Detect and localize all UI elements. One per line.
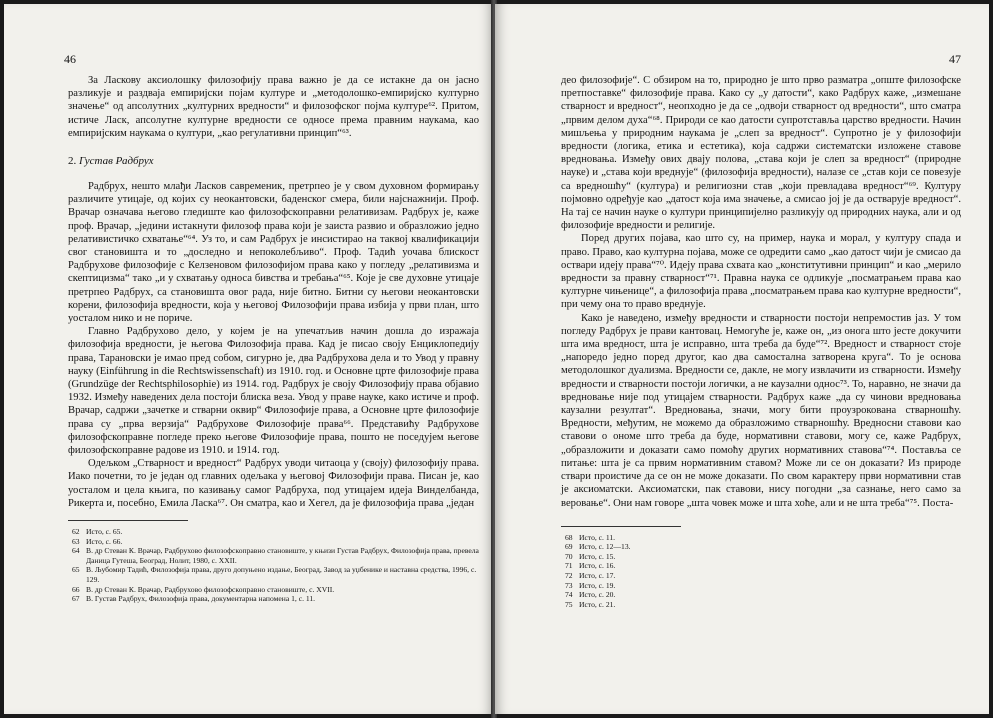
paragraph: Поред других појава, као што су, на пример, наука и морал, у културу спада и право. Право, као културна појава, може се одредити само „као датост чији је смисао да оствари идеју права“⁷⁰. Идеју права схвата као „конститутивни принцип“ и као „мерило вредности за правну стварност“⁷¹. Правна наука се одликује „посматрањем права као културне чињенице“, а филозофија права „посматрањем права као културне вредности“, при чему она то право вреднује. bbox=[561, 233, 961, 311]
footnote-number: 70 bbox=[565, 551, 573, 561]
section-heading bbox=[68, 154, 479, 168]
footnote-text: Исто, с. 66. bbox=[86, 536, 123, 546]
footnote-rule bbox=[561, 526, 681, 527]
footnote-text: Исто, с. 19. bbox=[579, 580, 616, 590]
paragraph: За Ласкову аксиолошку филозофију права важно је да се истакне да он јасно разликује и раздваја емпиријски појам културе и „методолошко-емпиријско културно значење“ од апсолутних „културних вредности“ и филозофског појма културе⁶². Притом, истиче Ласк, апсолутне културне вредности се односе према правним наукама, као емпиријским наукама о култури, „као регулативни принцип“⁶³. bbox=[68, 75, 479, 139]
footnote bbox=[68, 594, 479, 604]
footnote-number: 65 bbox=[72, 565, 80, 575]
footnote bbox=[561, 571, 961, 581]
footnote-number: 64 bbox=[72, 546, 80, 556]
footnote bbox=[561, 552, 961, 562]
page-number: 47 bbox=[949, 52, 961, 66]
body-text bbox=[68, 74, 479, 510]
body-text bbox=[561, 74, 961, 510]
footnote-number: 75 bbox=[565, 599, 573, 609]
left-page bbox=[4, 4, 493, 714]
footnote bbox=[561, 600, 961, 610]
footnote-text: Исто, с. 15. bbox=[579, 551, 616, 561]
footnote bbox=[68, 565, 479, 584]
footnote bbox=[68, 585, 479, 595]
footnote-text: Исто, с. 16. bbox=[579, 561, 616, 571]
footnote-number: 66 bbox=[72, 584, 80, 594]
page-number: 46 bbox=[64, 52, 76, 66]
footnote-number: 67 bbox=[72, 594, 80, 604]
footnote bbox=[68, 546, 479, 565]
footnote-text: Исто, с. 12—13. bbox=[579, 542, 631, 552]
footnote-text: Исто, с. 11. bbox=[579, 532, 616, 542]
footnote-number: 71 bbox=[565, 561, 573, 571]
footnote-number: 74 bbox=[565, 590, 573, 600]
paragraph: Радбрух, нешто млађи Ласков савременик, претрпео је у свом духовном формирању различите утицаје, од којих су неокантовски, баденског смера, били најснажнији. Проф. Врачар означава његово гледиште као филозофскоправни релативизам. Радбрух је, каже проф. Врачар, „једини истакнути филозоф права који је заиста развио и образложио једно релативистичко схватање“⁶⁴. Уз то, и сам Радбрух је инсистирао на таквој квалификацији свог становишта и то „доследно и непоколебљиво“. Проф. Тадић уочава блискост Радбрухове филозофије с Келзеновом филозофијом права како у погледу „релативизма и скептицизма“ тако „и у схватању односа бивства и требања“⁶⁵. Које је све духовне утицаје претрпео Радбрух, са становишта овог рада, није битно. Битни су његови неокантовски корени, филозофија вредности, која у његовој Филозофији права избија у први план, што уосталом нико и не пориче. bbox=[68, 181, 479, 325]
footnote-number: 73 bbox=[565, 580, 573, 590]
footnote bbox=[561, 590, 961, 600]
footnote-text: Исто, с. 17. bbox=[579, 571, 616, 581]
footnote-number: 68 bbox=[565, 532, 573, 542]
footnote bbox=[561, 542, 961, 552]
footnote-text: Исто, с. 20. bbox=[579, 590, 616, 600]
footnote-text: В. Густав Радбрух, Филозофија права, документарна напомена 1, с. 11. bbox=[86, 594, 316, 604]
footnotes bbox=[68, 520, 479, 604]
footnote bbox=[68, 527, 479, 537]
footnote bbox=[561, 533, 961, 543]
section-title: Густав Радбрух bbox=[79, 155, 154, 168]
paragraph: Одељком „Стварност и вредност“ Радбрух уводи читаоца у (своју) филозофију права. Иако почетни, то је један од главних одељака у његовој Филозофији права. Писан је, као уосталом и цела књига, по казивању самог Радбруха, под утицајем идеја Винделбанда, Рикерта и, посебно, Емила Ласка⁶⁷. Он сматра, као и Хегел, да је филозофија права „један bbox=[68, 458, 479, 509]
footnote bbox=[561, 561, 961, 571]
footnote-text: Исто, с. 65. bbox=[86, 527, 123, 537]
paragraph: Како је наведено, између вредности и стварности постоји непремостив јаз. У том погледу Радбрух је прави кантовац. Немогуће је, каже он, „из онога што јесте докучити шта има вредност, шта је исправно, шта треба да буде“⁷². Вредност и стварност стоје „напоредо једно поред другог, као два самостална затворена круга“. То је основа методолошког дуализма. Вредности се, дакле, не могу извлачити из стварности. Између вредности и стварности постоји логички, а не каузални однос⁷³. То, наравно, не значи да вредновање није под утицајем стварности. Радбрух каже „да су чинови вредновања каузални резултат“. Вредновања, значи, могу бити проузрокована стварношћу. Вредности, међутим, не можемо да образложимо стварношћу. Вредносни ставови као ставови о ономе што треба да буде, нормативни ставови, могу се, каже Радбрух, „образложити и доказати само помоћу других нормативних ставова“⁷⁴. Постављa се питање: шта је са првим нормативним ставом? Може ли се он доказати? Из природе ствари проистиче да се он не може доказати. По свом карактеру први нормативни став је аксиоматски. Аксиоматски, пак ставови, нису погодни „за сазнање, него само за веровање“. Они нам говоре „шта човек може и шта хоће, али и не шта треба“⁷⁵. Поста- bbox=[561, 312, 961, 509]
footnote-number: 62 bbox=[72, 527, 80, 537]
section-number: 2. bbox=[68, 155, 77, 168]
paragraph: Главно Радбрухово дело, у којем је на упечатљив начин дошла до изражаја филозофија вредности, је његова Филозофија права. Кад је писао своју Енциклопедију права, Тарановски је имао пред собом, сигурно је, два Радбрухова дела и то Увод у правну науку (Einführung in die Rechtswissenschaft) из 1910. год. и Основне црте филозофије права (Grundzüge der Rechtsphilosophie) из 1914. год. Радбрух је своју Филозофију права објавио 1932. Између наведених дела постоји блиска веза. Увод у праве науке, како истиче и проф. Врачар, садржи „зачетке и стварни оквир“ Филозофије права, а Основне црте филозофије права су „прва верзија“ Радбрухове Филозофије права⁶⁶. Представићу Радбрухове филозофскоправне погледе преко његове Филозофије права, пошто не поседујем његове филозофскоправне радове из 1910. и 1914. год. bbox=[68, 326, 479, 457]
footnote-number: 72 bbox=[565, 571, 573, 581]
footnote bbox=[68, 537, 479, 547]
right-page bbox=[495, 4, 989, 714]
footnote-text: Исто, с. 21. bbox=[579, 599, 616, 609]
paragraph: део филозофије“. С обзиром на то, природно је што прво разматра „опште филозофске претпоставке“ филозофије права. Како су „у датости“, како Радбрух каже, „измешане стварност и вредност“, неопходно је да се „одвоји стварност од вредности“, што сматра „првим делом духа“⁶⁸. Природи се као датости супротставља царство вредности. Начин мишљења у природним наукама је „слеп за вредност“. Супротно је у филозофији вредности (логика, етика и естетика), која садржи систематски изложене ставове вредновања. Између ових двају полова, „става који је слеп за вредност“ (природне науке) и „става који вреднује“ (филозофија вредности), налазе се „став који се повезује са вредношћу“ (култура) и религиозни став „који превладава вредност“⁶⁹. Културу појмовно одређује као „датост која има значење, а смисао јој је да остварује вредност“. На тај се начин науке о култури принципијелно разликују од природних наука, али и од филозофије вредности и религије. bbox=[561, 75, 961, 232]
footnote bbox=[561, 581, 961, 591]
footnote-text: В. др Стеван К. Врачар, Радбрухово филозофскоправно становиште, у књизи Густав Радбрух, Филозофија права, превела Даница Гутеша, Београд, Нолит, 1980, с. XXII. bbox=[86, 546, 479, 565]
footnotes bbox=[561, 526, 961, 610]
footnote-number: 69 bbox=[565, 542, 573, 552]
footnote-rule bbox=[68, 520, 188, 521]
footnote-number: 63 bbox=[72, 536, 80, 546]
footnote-text: В. Љубомир Тадић, Филозофија права, друго допуњено издање, Београд, Завод за уџбенике и наставна средства, 1996, с. 129. bbox=[86, 565, 477, 585]
footnote-text: В. др Стеван К. Врачар, Радбрухово филозофскоправно становиште, с. XVII. bbox=[86, 584, 335, 594]
